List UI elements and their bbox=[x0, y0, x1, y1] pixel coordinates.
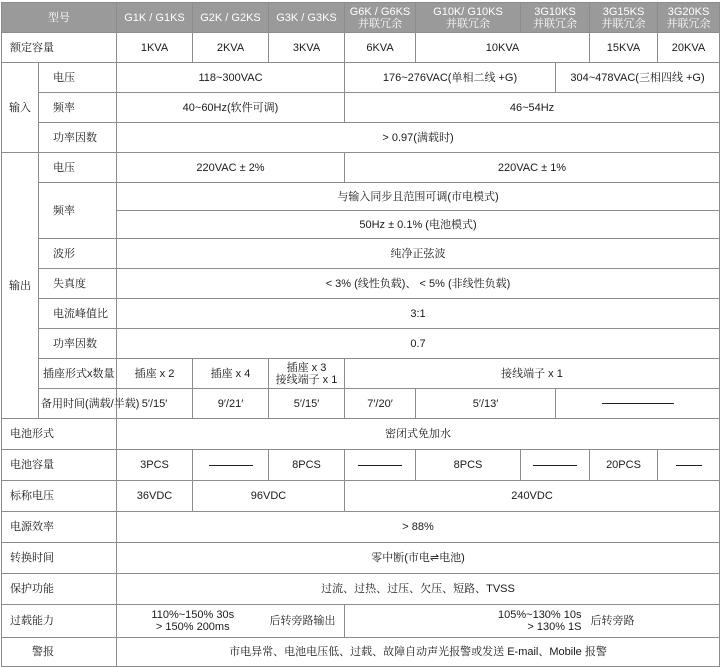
output-voltage-row bbox=[2, 153, 720, 183]
input-group-label: 输入 bbox=[2, 63, 39, 153]
overload-a: 110%~150% 30s > 150% 200ms bbox=[117, 605, 269, 638]
alarm-row bbox=[2, 638, 720, 667]
battery-volt-c: 240VDC bbox=[345, 481, 720, 512]
output-socket-row bbox=[2, 359, 720, 389]
overload-b: 105%~130% 10s > 130% 1S bbox=[345, 605, 590, 638]
alarm-value: 市电异常、电池电压低、过载、故障自动声光报警或发送 E-mail、Mobile 报警 bbox=[117, 638, 720, 667]
backup-t1: 5′/15′ bbox=[117, 389, 193, 419]
efficiency-value: > 88% bbox=[117, 512, 720, 543]
battery-type-value: 密闭式免加水 bbox=[117, 419, 720, 450]
output-voltage-label: 电压 bbox=[39, 153, 117, 183]
capacity-20k: 20KVA bbox=[658, 33, 720, 63]
protect-label: 保护功能 bbox=[2, 574, 117, 605]
battery-cap-dash-4 bbox=[658, 450, 720, 481]
input-voltage-a: 118~300VAC bbox=[117, 63, 345, 93]
dash-mark bbox=[533, 465, 577, 466]
input-freq-row bbox=[2, 93, 720, 123]
overload-b-note: 后转旁路 bbox=[590, 605, 720, 638]
output-thd-value: < 3% (线性负载)、 < 5% (非线性负载) bbox=[117, 269, 720, 299]
battery-cap-dash-2 bbox=[345, 450, 416, 481]
output-crest-row bbox=[2, 299, 720, 329]
output-wave-value: 纯净正弦波 bbox=[117, 239, 720, 269]
output-wave-row bbox=[2, 239, 720, 269]
output-thd-row bbox=[2, 269, 720, 299]
battery-volt-b: 96VDC bbox=[193, 481, 345, 512]
capacity-3k: 3KVA bbox=[269, 33, 345, 63]
battery-cap-c: 8PCS bbox=[416, 450, 521, 481]
output-freq-line1: 与输入同步且范围可调(市电模式) bbox=[117, 183, 720, 211]
transfer-value: 零中断(市电⇌电池) bbox=[117, 543, 720, 574]
battery-cap-b: 8PCS bbox=[269, 450, 345, 481]
output-pf-label: 功率因数 bbox=[39, 329, 117, 359]
transfer-row bbox=[2, 543, 720, 574]
battery-volt-row bbox=[2, 481, 720, 512]
model-header: 型号 bbox=[2, 3, 117, 33]
backup-t4: 7′/20′ bbox=[345, 389, 416, 419]
battery-cap-row bbox=[2, 450, 720, 481]
model-3g15: 3G15KS 并联冗余 bbox=[590, 3, 658, 33]
dash-mark bbox=[209, 465, 253, 466]
backup-t2: 9′/21′ bbox=[193, 389, 269, 419]
dash-mark bbox=[358, 465, 402, 466]
battery-type-label: 电池形式 bbox=[2, 419, 117, 450]
input-pf-value: > 0.97(满载时) bbox=[117, 123, 720, 153]
input-voltage-row bbox=[2, 63, 720, 93]
header-row bbox=[2, 3, 720, 33]
battery-volt-label: 标称电压 bbox=[2, 481, 117, 512]
output-thd-label: 失真度 bbox=[39, 269, 117, 299]
input-voltage-c: 304~478VAC(三相四线 +G) bbox=[556, 63, 720, 93]
output-crest-label: 电流峰值比 bbox=[39, 299, 117, 329]
overload-row bbox=[2, 605, 720, 638]
model-g6k: G6K / G6KS 并联冗余 bbox=[345, 3, 416, 33]
alarm-label: 警报 bbox=[2, 638, 117, 667]
output-voltage-a: 220VAC ± 2% bbox=[117, 153, 345, 183]
battery-cap-d: 20PCS bbox=[590, 450, 658, 481]
protect-value: 过流、过热、过压、欠压、短路、TVSS bbox=[117, 574, 720, 605]
input-voltage-label: 电压 bbox=[39, 63, 117, 93]
output-freq-label: 频率 bbox=[39, 183, 117, 239]
model-g1k: G1K / G1KS bbox=[117, 3, 193, 33]
output-pf-row bbox=[2, 329, 720, 359]
output-socket-c: 插座 x 3 接线端子 x 1 bbox=[269, 359, 345, 389]
protect-row bbox=[2, 574, 720, 605]
battery-cap-dash-3 bbox=[521, 450, 590, 481]
output-voltage-b: 220VAC ± 1% bbox=[345, 153, 720, 183]
model-g10k: G10K/ G10KS 并联冗余 bbox=[416, 3, 521, 33]
dash-mark bbox=[676, 465, 702, 466]
backup-row bbox=[2, 389, 720, 419]
output-socket-d: 接线端子 x 1 bbox=[345, 359, 720, 389]
input-freq-b: 46~54Hz bbox=[345, 93, 720, 123]
output-socket-a: 插座 x 2 bbox=[117, 359, 193, 389]
capacity-label: 额定容量 bbox=[2, 33, 117, 63]
overload-a-note: 后转旁路输出 bbox=[269, 605, 345, 638]
output-pf-value: 0.7 bbox=[117, 329, 720, 359]
capacity-10k: 10KVA bbox=[416, 33, 590, 63]
input-pf-label: 功率因数 bbox=[39, 123, 117, 153]
battery-cap-dash-1 bbox=[193, 450, 269, 481]
model-3g10: 3G10KS 并联冗余 bbox=[521, 3, 590, 33]
output-freq-row-1 bbox=[2, 183, 720, 211]
ups-spec-table bbox=[1, 2, 720, 667]
dash-mark bbox=[602, 403, 674, 404]
transfer-label: 转换时间 bbox=[2, 543, 117, 574]
capacity-row bbox=[2, 33, 720, 63]
output-crest-value: 3:1 bbox=[117, 299, 720, 329]
efficiency-label: 电源效率 bbox=[2, 512, 117, 543]
output-socket-b: 插座 x 4 bbox=[193, 359, 269, 389]
output-freq-line2: 50Hz ± 0.1% (电池模式) bbox=[117, 211, 720, 239]
input-freq-label: 频率 bbox=[39, 93, 117, 123]
capacity-2k: 2KVA bbox=[193, 33, 269, 63]
input-pf-row bbox=[2, 123, 720, 153]
input-voltage-b: 176~276VAC(单相二线 +G) bbox=[345, 63, 556, 93]
model-3g20: 3G20KS 并联冗余 bbox=[658, 3, 720, 33]
battery-volt-a: 36VDC bbox=[117, 481, 193, 512]
backup-t5: 5′/13′ bbox=[416, 389, 556, 419]
output-socket-label: 插座形式x数量 bbox=[39, 359, 117, 389]
model-g3k: G3K / G3KS bbox=[269, 3, 345, 33]
output-group-label: 输出 bbox=[2, 153, 39, 419]
efficiency-row bbox=[2, 512, 720, 543]
overload-label: 过载能力 bbox=[2, 605, 117, 638]
battery-cap-a: 3PCS bbox=[117, 450, 193, 481]
capacity-6k: 6KVA bbox=[345, 33, 416, 63]
input-freq-a: 40~60Hz(软件可调) bbox=[117, 93, 345, 123]
backup-label: 备用时间(满载/半载) bbox=[39, 389, 117, 419]
backup-t3: 5′/15′ bbox=[269, 389, 345, 419]
battery-cap-label: 电池容量 bbox=[2, 450, 117, 481]
output-wave-label: 波形 bbox=[39, 239, 117, 269]
backup-dash bbox=[556, 389, 720, 419]
model-g2k: G2K / G2KS bbox=[193, 3, 269, 33]
capacity-15k: 15KVA bbox=[590, 33, 658, 63]
capacity-1k: 1KVA bbox=[117, 33, 193, 63]
battery-type-row bbox=[2, 419, 720, 450]
